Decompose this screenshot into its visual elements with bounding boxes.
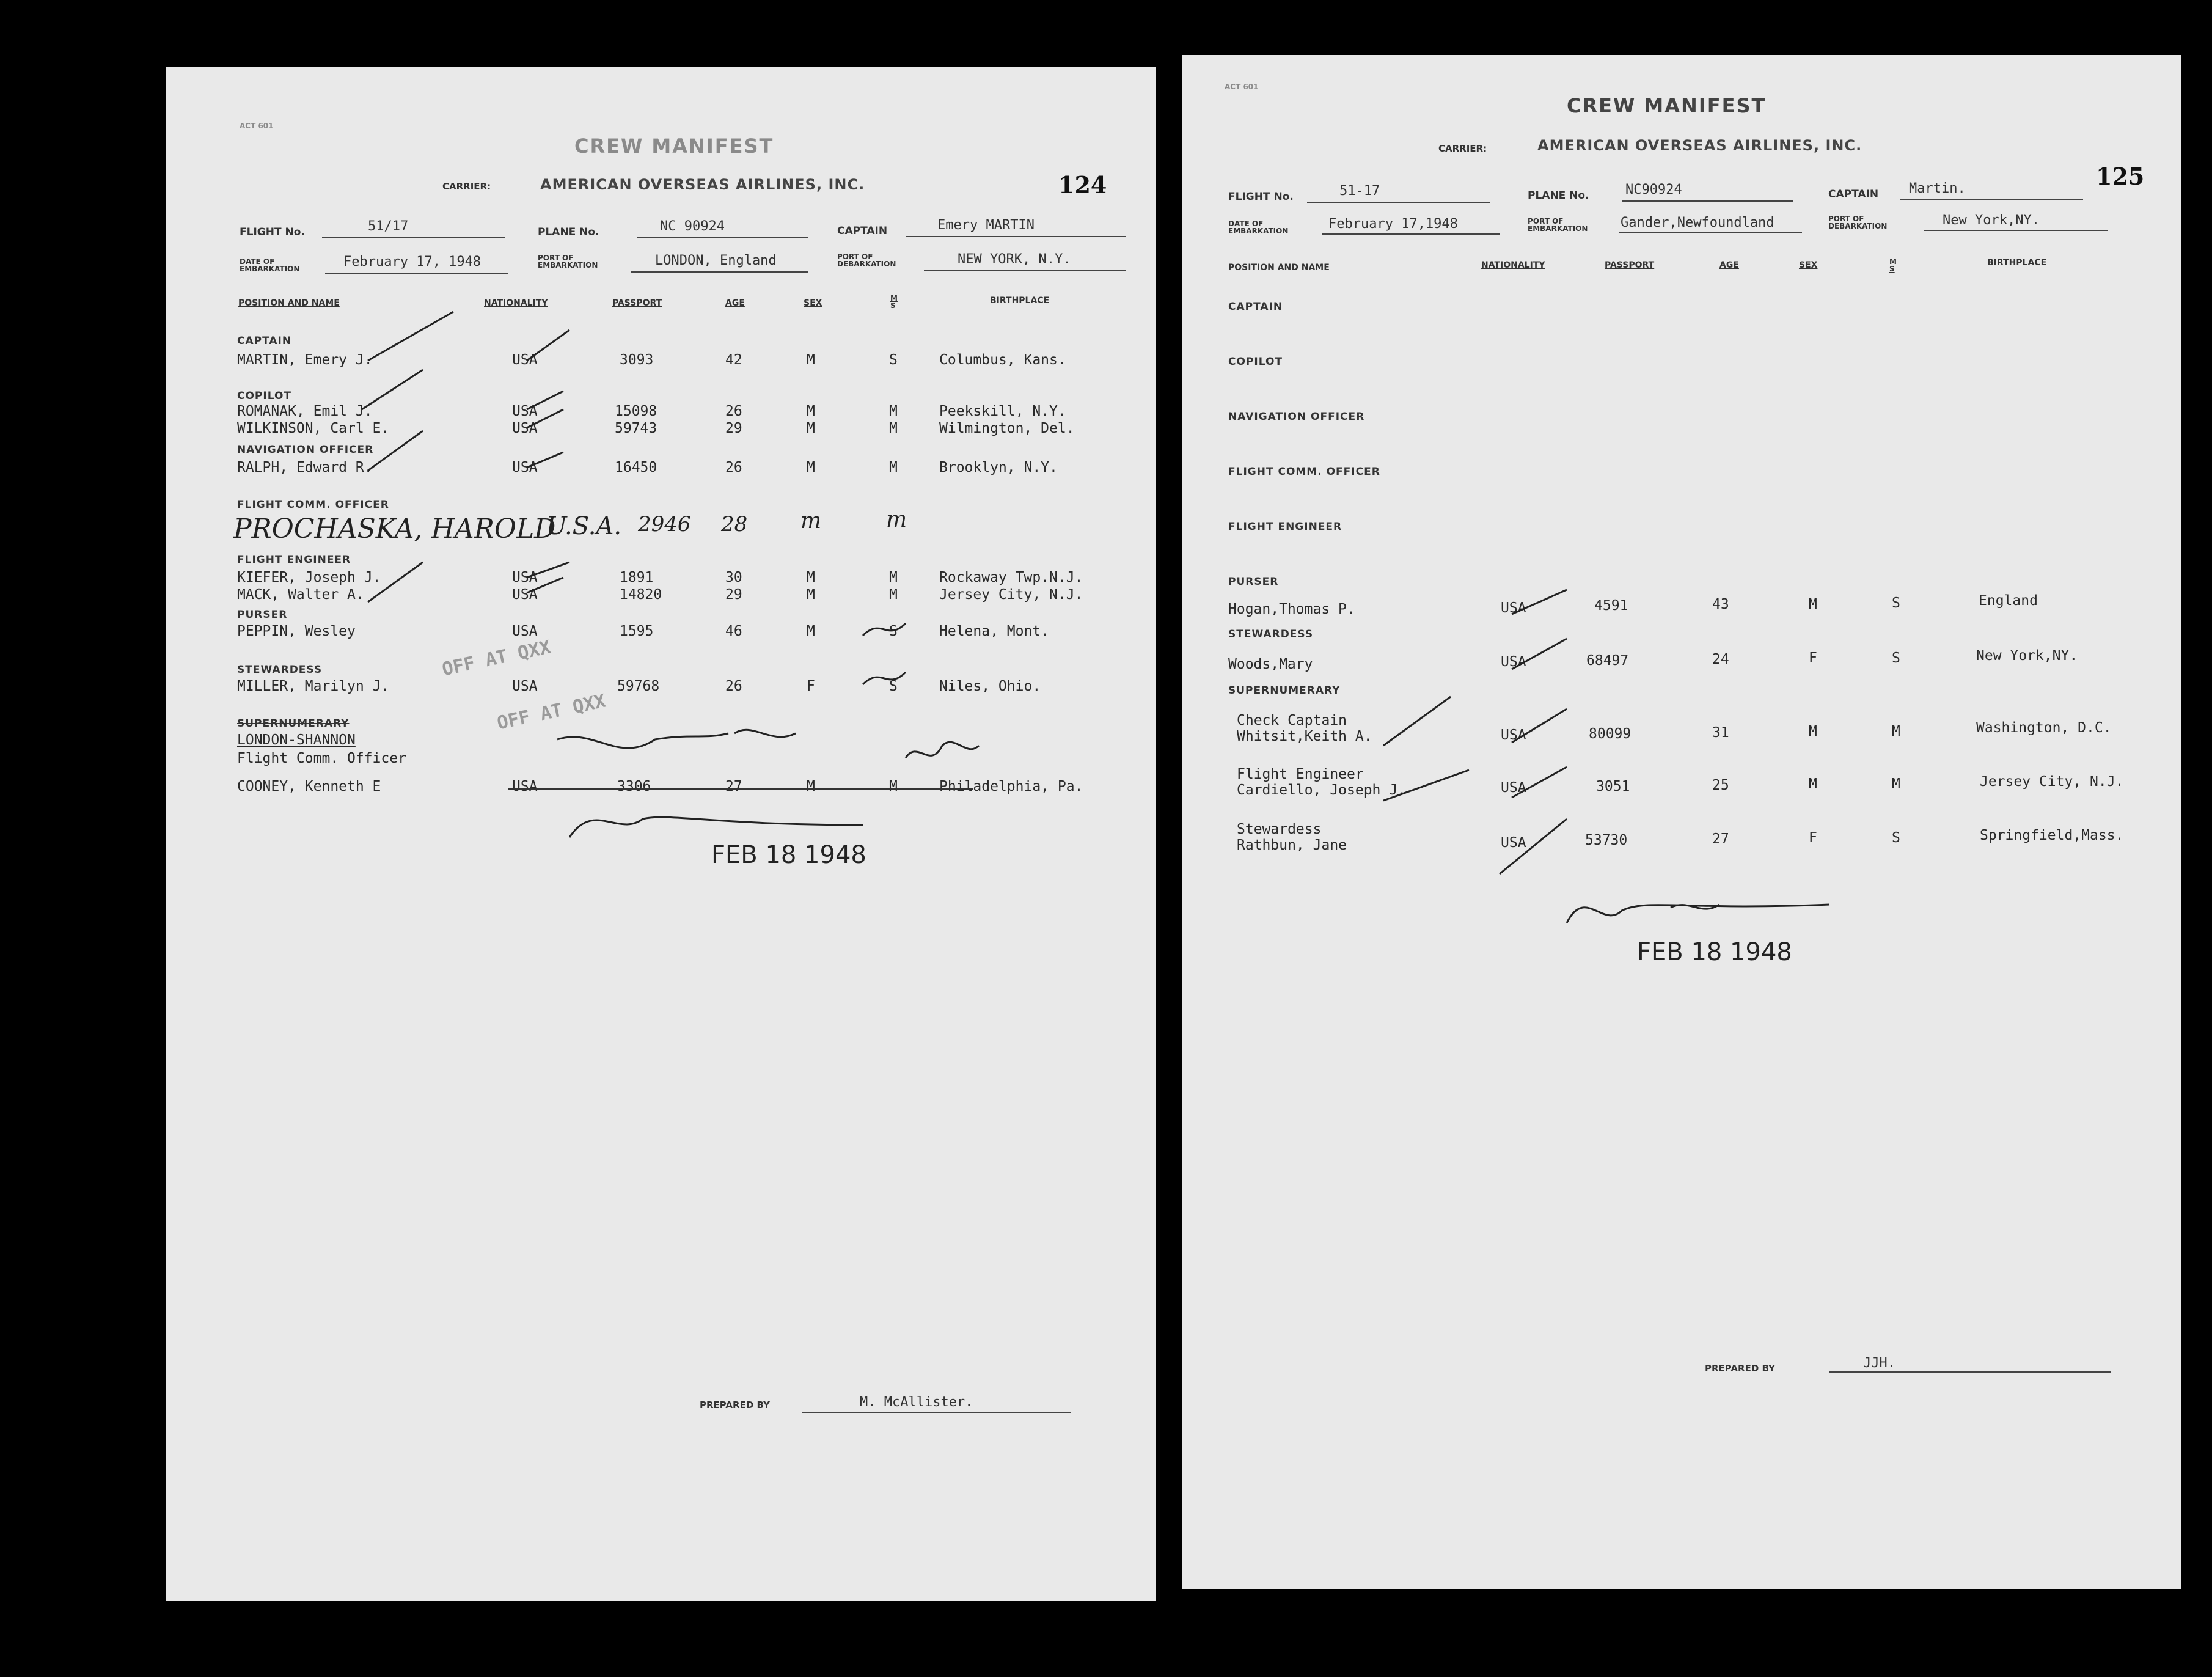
crew-ms: M: [1892, 776, 1900, 792]
crew-passport: 80099: [1589, 726, 1632, 742]
crew-age: 24: [1712, 651, 1729, 667]
crew-age: 27: [1712, 831, 1729, 847]
page-number: 124: [1058, 171, 1107, 199]
carrier-label: CARRIER:: [1438, 143, 1487, 154]
manifest-page-124: [166, 67, 1156, 1601]
carrier-name: AMERICAN OVERSEAS AIRLINES, INC.: [1537, 137, 1862, 154]
section-purser: PURSER: [1228, 576, 1279, 588]
crew-nationality: USA: [512, 779, 538, 794]
crew-name: COONEY, Kenneth E: [237, 779, 381, 794]
flight-value: 51-17: [1339, 183, 1380, 199]
crew-name: MARTIN, Emery J.: [237, 352, 373, 368]
crew-passport: 3093: [620, 352, 654, 368]
section-supernumerary: SUPERNUMERARY: [237, 717, 350, 730]
section-navigation: NAVIGATION OFFICER: [1228, 411, 1365, 423]
crew-ms: M: [889, 570, 898, 585]
col-position: POSITION AND NAME: [238, 298, 340, 308]
plane-label: PLANE No.: [538, 226, 599, 238]
section-copilot: COPILOT: [237, 390, 291, 402]
supernumerary-route: LONDON-SHANNON: [237, 732, 356, 748]
received-date-stamp: FEB 18 1948: [1637, 938, 1792, 966]
handwritten-comm-sex: m: [800, 508, 822, 534]
crew-name: PEPPIN, Wesley: [237, 623, 356, 639]
port-deb-value: New York,NY.: [1943, 213, 2040, 228]
crew-age: 46: [725, 623, 742, 639]
crew-nationality: USA: [1501, 654, 1526, 670]
handwritten-comm-name: PROCHASKA, HAROLD: [233, 513, 556, 545]
flight-value: 51/17: [368, 219, 409, 234]
captain-value: Emery MARTIN: [937, 218, 1035, 233]
crew-birthplace: Rockaway Twp.N.J.: [939, 570, 1083, 585]
crew-sex: M: [807, 352, 815, 368]
col-age: AGE: [725, 298, 745, 308]
crew-birthplace: Peekskill, N.Y.: [939, 403, 1066, 419]
crew-ms: M: [889, 587, 898, 603]
port-emb-label: PORT OF EMBARKATION: [538, 254, 598, 270]
crew-position: Check Captain: [1237, 713, 1347, 728]
crew-birthplace: Jersey City, N.J.: [1980, 774, 2124, 790]
crew-ms: S: [1892, 595, 1900, 611]
supernumerary-position: Flight Comm. Officer: [237, 750, 406, 766]
crew-age: 30: [725, 570, 742, 585]
crew-ms: S: [889, 623, 898, 639]
plane-label: PLANE No.: [1528, 189, 1589, 202]
date-label: DATE OF EMBARKATION: [1228, 219, 1289, 235]
crew-age: 29: [725, 587, 742, 603]
col-ms: M S: [1889, 257, 1897, 273]
crew-ms: M: [889, 779, 898, 794]
crew-birthplace: New York,NY.: [1976, 648, 2078, 664]
crew-name: WILKINSON, Carl E.: [237, 420, 390, 436]
crew-nationality: USA: [512, 420, 538, 436]
col-birthplace: BIRTHPLACE: [1987, 258, 2047, 268]
crew-birthplace: Jersey City, N.J.: [939, 587, 1083, 603]
carrier-name: AMERICAN OVERSEAS AIRLINES, INC.: [540, 176, 865, 193]
crew-age: 29: [725, 420, 742, 436]
crew-sex: F: [1809, 650, 1817, 666]
crew-nationality: USA: [512, 623, 538, 639]
received-date-stamp: FEB 18 1948: [711, 841, 866, 869]
crew-passport: 59743: [615, 420, 657, 436]
off-stamp: OFF AT QXX: [440, 636, 553, 681]
col-passport: PASSPORT: [612, 298, 662, 308]
crew-ms: M: [889, 420, 898, 436]
crew-ms: S: [889, 352, 898, 368]
crew-birthplace: Niles, Ohio.: [939, 678, 1041, 694]
port-emb-label: PORT OF EMBARKATION: [1528, 217, 1588, 233]
section-purser: PURSER: [237, 609, 288, 621]
crew-age: 43: [1712, 596, 1729, 612]
captain-label: CAPTAIN: [837, 225, 888, 237]
port-deb-label: PORT OF DEBARKATION: [1828, 215, 1888, 230]
crew-age: 31: [1712, 725, 1729, 741]
crew-nationality: USA: [512, 352, 538, 368]
crew-nationality: USA: [1501, 600, 1526, 616]
handwritten-comm-nat: U.S.A.: [546, 512, 622, 540]
crew-age: 42: [725, 352, 742, 368]
col-sex: SEX: [1799, 260, 1818, 270]
crew-nationality: USA: [1501, 727, 1526, 743]
form-number: ACT 601: [1225, 83, 1259, 91]
crew-sex: M: [1809, 596, 1817, 612]
crew-birthplace: Brooklyn, N.Y.: [939, 460, 1058, 475]
crew-name: KIEFER, Joseph J.: [237, 570, 381, 585]
section-navigation: NAVIGATION OFFICER: [237, 444, 374, 456]
crew-name: Rathbun, Jane: [1237, 837, 1347, 853]
crew-birthplace: Wilmington, Del.: [939, 420, 1075, 436]
crew-passport: 68497: [1586, 653, 1629, 669]
crew-nationality: USA: [512, 587, 538, 603]
crew-sex: M: [807, 460, 815, 475]
crew-age: 26: [725, 460, 742, 475]
crew-sex: F: [1809, 830, 1817, 846]
check-marks: [1182, 55, 2181, 972]
crew-name: MACK, Walter A.: [237, 587, 364, 603]
col-age: AGE: [1719, 260, 1739, 270]
section-captain: CAPTAIN: [237, 335, 292, 347]
prepared-by-value: M. McAllister.: [860, 1395, 973, 1410]
col-position: POSITION AND NAME: [1228, 263, 1330, 273]
port-emb-value: LONDON, England: [655, 253, 777, 268]
crew-name: ROMANAK, Emil J.: [237, 403, 373, 419]
crew-birthplace: Washington, D.C.: [1976, 720, 2112, 736]
crew-position: Flight Engineer: [1237, 766, 1364, 782]
crew-ms: M: [889, 460, 898, 475]
crew-passport: 1891: [620, 570, 654, 585]
port-deb-value: NEW YORK, N.Y.: [958, 252, 1071, 267]
section-flight-comm: FLIGHT COMM. OFFICER: [1228, 466, 1380, 478]
port-deb-label: PORT OF DEBARKATION: [837, 252, 896, 268]
embark-date: February 17,1948: [1328, 216, 1458, 232]
prepared-by-label: PREPARED BY: [1705, 1363, 1775, 1374]
crew-name: Woods,Mary: [1228, 656, 1313, 672]
crew-birthplace: Columbus, Kans.: [939, 352, 1066, 368]
col-birthplace: BIRTHPLACE: [990, 296, 1050, 306]
crew-sex: M: [1809, 724, 1817, 739]
section-engineer: FLIGHT ENGINEER: [1228, 521, 1342, 533]
crew-position: Stewardess: [1237, 821, 1322, 837]
crew-age: 27: [725, 779, 742, 794]
handwritten-comm-passport: 2946: [638, 512, 691, 537]
crew-passport: 4591: [1594, 598, 1628, 614]
col-passport: PASSPORT: [1605, 260, 1655, 270]
crew-birthplace: Philadelphia, Pa.: [939, 779, 1083, 794]
flight-label: FLIGHT No.: [240, 226, 305, 238]
manifest-page-125: [1182, 55, 2181, 1589]
check-marks: [166, 67, 1156, 862]
section-flight-comm: FLIGHT COMM. OFFICER: [237, 499, 389, 511]
off-stamp: OFF AT QXX: [495, 690, 608, 735]
crew-ms: S: [889, 678, 898, 694]
crew-nationality: USA: [1501, 835, 1526, 851]
crew-name: Cardiello, Joseph J.: [1237, 782, 1406, 798]
prepared-by-label: PREPARED BY: [700, 1400, 770, 1411]
crew-birthplace: England: [1979, 593, 2038, 609]
flight-label: FLIGHT No.: [1228, 191, 1294, 203]
crew-sex: M: [807, 779, 815, 794]
crew-passport: 16450: [615, 460, 657, 475]
crew-nationality: USA: [512, 460, 538, 475]
crew-ms: S: [1892, 650, 1900, 666]
crew-passport: 15098: [615, 403, 657, 419]
crew-name: Hogan,Thomas P.: [1228, 601, 1355, 617]
col-nationality: NATIONALITY: [484, 298, 548, 308]
col-ms: M S: [890, 294, 898, 310]
crew-age: 26: [725, 403, 742, 419]
manifest-title: CREW MANIFEST: [574, 134, 774, 158]
prepared-by-value: JJH.: [1863, 1356, 1895, 1371]
section-captain: CAPTAIN: [1228, 301, 1283, 313]
section-engineer: FLIGHT ENGINEER: [237, 554, 351, 566]
crew-ms: M: [1892, 724, 1900, 739]
crew-passport: 3051: [1596, 779, 1630, 794]
form-number: ACT 601: [240, 122, 274, 130]
embark-date: February 17, 1948: [343, 254, 482, 270]
crew-ms: S: [1892, 830, 1900, 846]
crew-nationality: USA: [512, 570, 538, 585]
crew-birthplace: Springfield,Mass.: [1980, 827, 2124, 843]
crew-age: 26: [725, 678, 742, 694]
crew-age: 25: [1712, 777, 1729, 793]
manifest-title: CREW MANIFEST: [1567, 94, 1767, 117]
handwritten-comm-age: 28: [721, 512, 748, 537]
crew-nationality: USA: [512, 403, 538, 419]
crew-sex: M: [807, 420, 815, 436]
captain-value: Martin.: [1909, 181, 1966, 196]
port-emb-value: Gander,Newfoundland: [1621, 215, 1774, 230]
crew-passport: 3306: [617, 779, 651, 794]
crew-passport: 14820: [620, 587, 662, 603]
crew-passport: 53730: [1585, 832, 1628, 848]
plane-value: NC 90924: [660, 219, 725, 234]
captain-label: CAPTAIN: [1828, 188, 1879, 200]
crew-sex: M: [1809, 776, 1817, 792]
date-label: DATE OF EMBARKATION: [240, 257, 300, 273]
crew-sex: M: [807, 623, 815, 639]
crew-name: Whitsit,Keith A.: [1237, 728, 1372, 744]
crew-ms: M: [889, 403, 898, 419]
crew-sex: M: [807, 570, 815, 585]
crew-name: MILLER, Marilyn J.: [237, 678, 390, 694]
page-number: 125: [2096, 163, 2145, 190]
crew-nationality: USA: [512, 678, 538, 694]
crew-passport: 59768: [617, 678, 660, 694]
section-copilot: COPILOT: [1228, 356, 1283, 368]
crew-sex: M: [807, 403, 815, 419]
section-stewardess: STEWARDESS: [237, 664, 323, 676]
crew-birthplace: Helena, Mont.: [939, 623, 1050, 639]
crew-nationality: USA: [1501, 780, 1526, 796]
carrier-label: CARRIER:: [442, 181, 491, 192]
col-sex: SEX: [804, 298, 822, 308]
section-supernumerary: SUPERNUMERARY: [1228, 684, 1341, 697]
section-stewardess: STEWARDESS: [1228, 628, 1314, 640]
crew-name: RALPH, Edward R.: [237, 460, 373, 475]
col-nationality: NATIONALITY: [1481, 260, 1545, 270]
crew-passport: 1595: [620, 623, 654, 639]
crew-sex: M: [807, 587, 815, 603]
plane-value: NC90924: [1625, 182, 1682, 197]
handwritten-comm-ms: m: [886, 507, 907, 532]
crew-sex: F: [807, 678, 815, 694]
